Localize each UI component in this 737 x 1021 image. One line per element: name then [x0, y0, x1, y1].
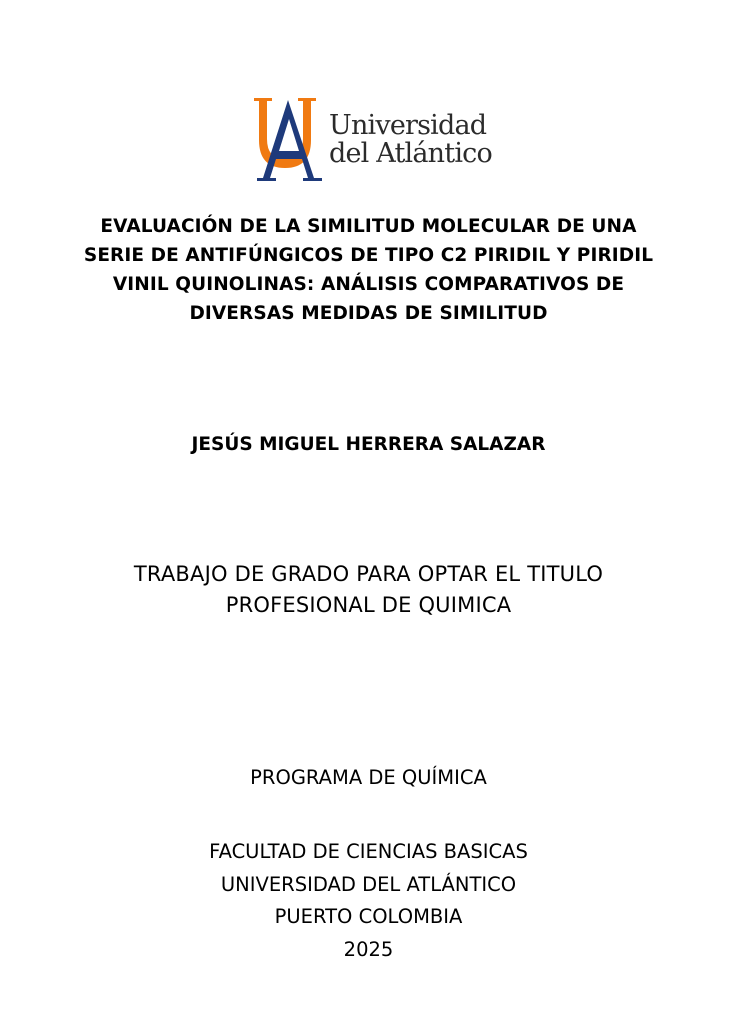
institution-block	[60, 836, 677, 966]
degree-line: TRABAJO DE GRADO PARA OPTAR EL TITULO	[133, 562, 604, 586]
city-name: PUERTO COLOMBIA	[274, 905, 463, 928]
logo-wordmark	[329, 112, 492, 167]
degree-line: PROFESIONAL DE QUIMICA	[225, 593, 512, 617]
ua-emblem-icon	[252, 95, 324, 185]
thesis-title	[60, 212, 677, 328]
degree-statement	[60, 559, 677, 621]
title-line: VINIL QUINOLINAS: ANÁLISIS COMPARATIVOS DE	[112, 274, 625, 295]
faculty-name: FACULTAD DE CIENCIAS BASICAS	[209, 840, 528, 863]
title-line: DIVERSAS MEDIDAS DE SIMILITUD	[189, 303, 548, 324]
logo-line-del-atlantico: del Atlántico	[329, 138, 492, 169]
title-line: SERIE DE ANTIFÚNGICOS DE TIPO C2 PIRIDIL Y PIRIDIL	[83, 245, 654, 266]
logo-line-universidad: Universidad	[329, 110, 487, 141]
year: 2025	[343, 937, 394, 961]
university-logo	[252, 95, 492, 185]
program-name: PROGRAMA DE QUÍMICA	[250, 766, 487, 789]
university-name: UNIVERSIDAD DEL ATLÁNTICO	[220, 872, 517, 896]
title-line: EVALUACIÓN DE LA SIMILITUD MOLECULAR DE UNA	[100, 216, 637, 237]
author-name: JESÚS MIGUEL HERRERA SALAZAR	[191, 434, 546, 455]
